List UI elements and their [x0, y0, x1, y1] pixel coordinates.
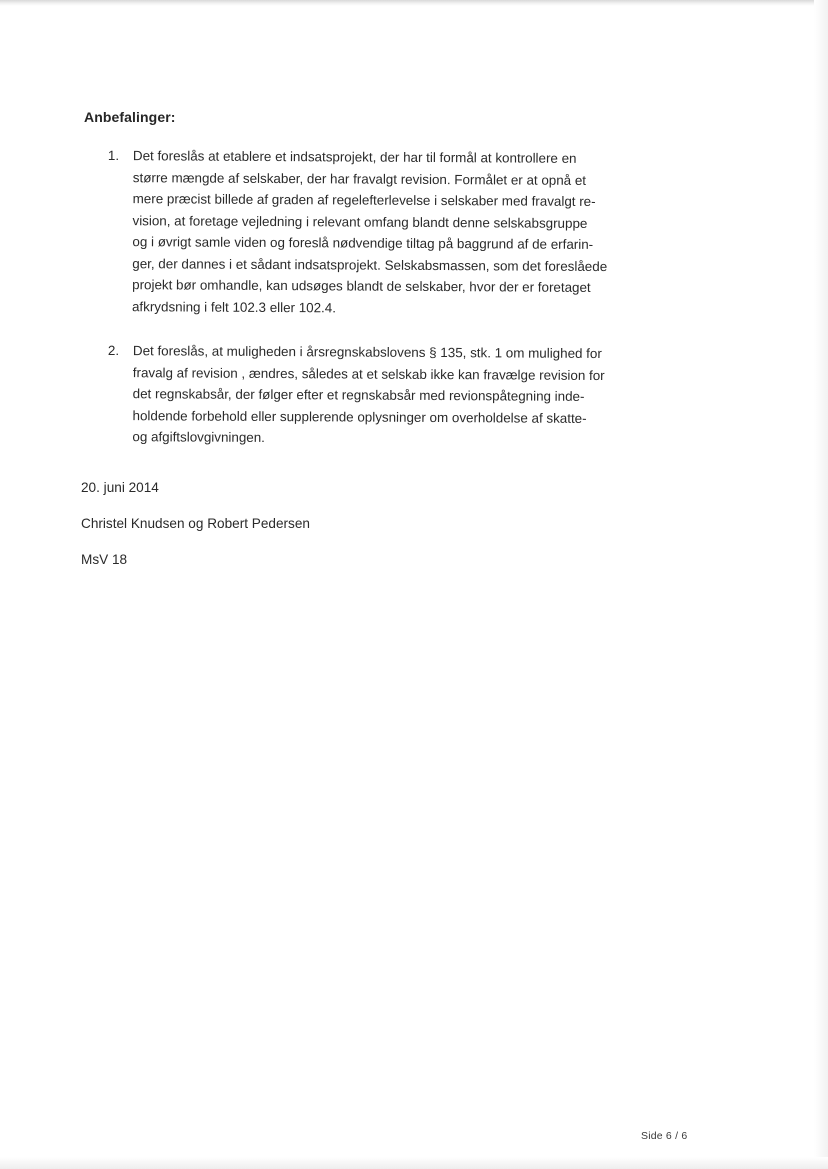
recommendation-item — [107, 145, 628, 320]
scan-edge-right — [814, 0, 828, 1169]
document-reference: MsV 18 — [81, 552, 128, 567]
document-date: 20. juni 2014 — [81, 480, 159, 495]
section-heading: Anbefalinger: — [84, 109, 176, 125]
recommendation-number: 2. — [107, 342, 120, 359]
document-authors: Christel Knudsen og Robert Pedersen — [81, 516, 310, 531]
scan-edge-bottom — [0, 1157, 828, 1169]
recommendation-item — [107, 340, 628, 451]
recommendation-text: Det foreslås at etablere et indsatsprojekt, der har til formål at kontrollere en større mængde af selskaber, der har fravalgt revision. Formålet er at opnå et mere præcist billede af graden af regelefterlevelse i selskaber med fravalgt re- vision, at foretage vejledning i relevant omfang blandt denne selskabsgruppe og i øvrigt samle viden og foreslå nødvendige tiltag på baggrund af de erfarin- ger, der dannes i et sådant indsatsprojekt. Selskabsmassen, som det foreslåede projekt bør omhandle, kan udsøges blandt de selskaber, hvor der er foretaget afkrydsning i felt 102.3 eller 102.4. — [131, 148, 608, 315]
scan-edge-top — [0, 0, 828, 6]
recommendation-number: 1. — [107, 147, 120, 164]
page-number: Side 6 / 6 — [641, 1130, 688, 1142]
recommendation-text: Det foreslås, at muligheden i årsregnskabslovens § 135, stk. 1 om mulighed for fravalg af revision , ændres, således at et selskab ikke kan fravælge revision for det regnskabsår, der følger efter et regnskabsår med revionspåtegning inde- holdende forbehold eller supplerende oplysninger om overholdelse af skatte- og afgiftslovgivningen. — [132, 343, 605, 445]
